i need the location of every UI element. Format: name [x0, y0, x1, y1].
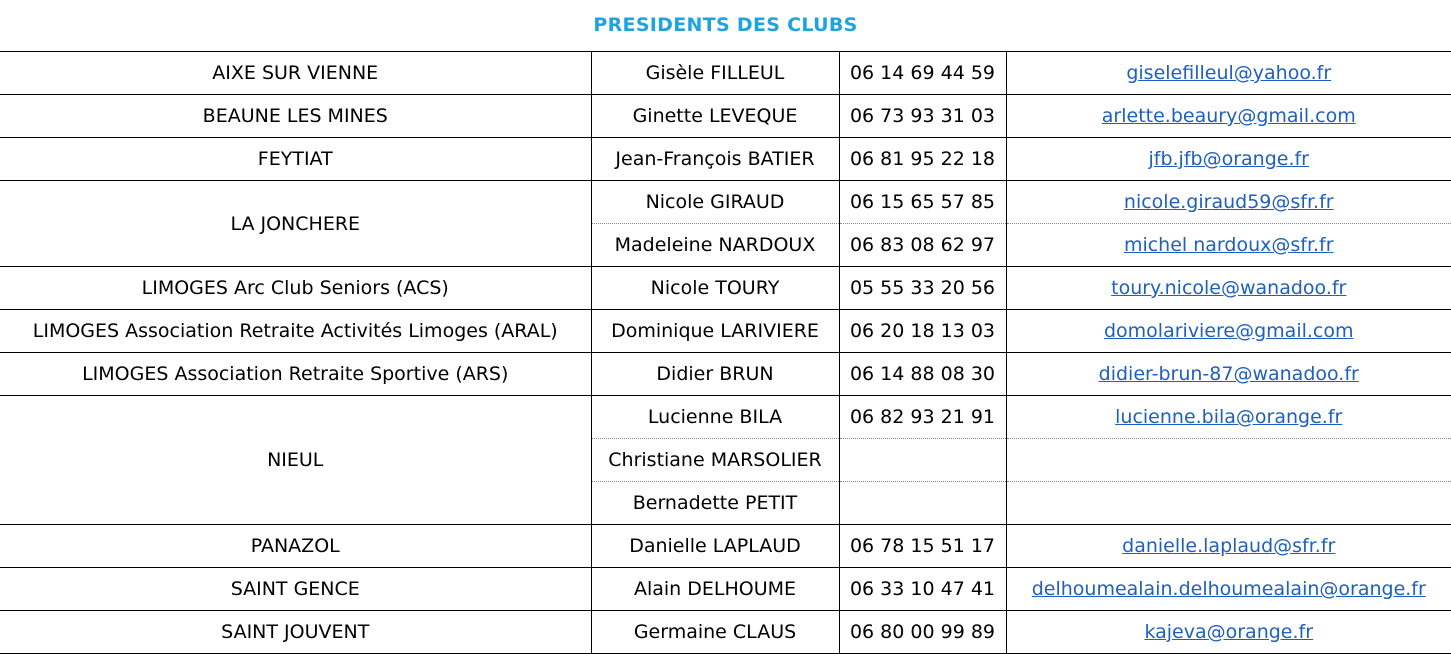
president-name-cell: Bernadette PETIT — [591, 482, 839, 525]
email-link[interactable]: giselefilleul@yahoo.fr — [1126, 62, 1332, 84]
table-row — [0, 181, 1451, 224]
email-link[interactable]: delhoumealain.delhoumealain@orange.fr — [1031, 578, 1426, 600]
club-name-cell: NIEUL — [0, 396, 591, 525]
phone-cell: 06 78 15 51 17 — [839, 525, 1006, 568]
email-cell — [1006, 611, 1451, 654]
email-link[interactable]: michel nardoux@sfr.fr — [1123, 234, 1334, 256]
president-name-cell: Nicole TOURY — [591, 267, 839, 310]
email-cell — [1006, 224, 1451, 267]
email-link[interactable]: danielle.laplaud@sfr.fr — [1122, 535, 1336, 557]
email-cell — [1006, 95, 1451, 138]
president-name-cell: Dominique LARIVIERE — [591, 310, 839, 353]
table-row — [0, 267, 1451, 310]
club-name-cell: SAINT JOUVENT — [0, 611, 591, 654]
club-name-cell: LA JONCHERE — [0, 181, 591, 267]
president-name-cell: Madeleine NARDOUX — [591, 224, 839, 267]
phone-cell: 06 73 93 31 03 — [839, 95, 1006, 138]
email-link[interactable]: kajeva@orange.fr — [1144, 621, 1314, 643]
phone-cell: 06 83 08 62 97 — [839, 224, 1006, 267]
table-row — [0, 310, 1451, 353]
phone-cell — [839, 439, 1006, 482]
president-name-cell: Christiane MARSOLIER — [591, 439, 839, 482]
email-link[interactable]: jfb.jfb@orange.fr — [1148, 148, 1309, 170]
phone-cell: 06 81 95 22 18 — [839, 138, 1006, 181]
table-row — [0, 396, 1451, 439]
phone-cell: 05 55 33 20 56 — [839, 267, 1006, 310]
president-name-cell: Alain DELHOUME — [591, 568, 839, 611]
phone-cell: 06 14 88 08 30 — [839, 353, 1006, 396]
email-cell — [1006, 396, 1451, 439]
table-row — [0, 611, 1451, 654]
president-name-cell: Danielle LAPLAUD — [591, 525, 839, 568]
email-link[interactable]: nicole.giraud59@sfr.fr — [1123, 191, 1334, 213]
email-cell — [1006, 568, 1451, 611]
phone-cell: 06 15 65 57 85 — [839, 181, 1006, 224]
page-title: PRESIDENTS DES CLUBS — [593, 14, 858, 36]
club-name-cell: SAINT GENCE — [0, 568, 591, 611]
club-name-cell: LIMOGES Association Retraite Sportive (ARS) — [0, 353, 591, 396]
email-cell — [1006, 181, 1451, 224]
phone-cell: 06 20 18 13 03 — [839, 310, 1006, 353]
email-cell — [1006, 482, 1451, 525]
phone-cell — [839, 482, 1006, 525]
email-link[interactable]: toury.nicole@wanadoo.fr — [1111, 277, 1347, 299]
president-name-cell: Jean-François BATIER — [591, 138, 839, 181]
email-cell — [1006, 310, 1451, 353]
email-cell — [1006, 439, 1451, 482]
clubs-table-body — [0, 52, 1451, 654]
club-name-cell: BEAUNE LES MINES — [0, 95, 591, 138]
president-name-cell: Ginette LEVEQUE — [591, 95, 839, 138]
email-link[interactable]: arlette.beaury@gmail.com — [1101, 105, 1356, 127]
phone-cell: 06 14 69 44 59 — [839, 52, 1006, 95]
email-link[interactable]: lucienne.bila@orange.fr — [1115, 406, 1343, 428]
phone-cell: 06 82 93 21 91 — [839, 396, 1006, 439]
club-name-cell: AIXE SUR VIENNE — [0, 52, 591, 95]
email-cell — [1006, 52, 1451, 95]
phone-cell: 06 80 00 99 89 — [839, 611, 1006, 654]
email-link[interactable]: didier-brun-87@wanadoo.fr — [1098, 363, 1359, 385]
table-row — [0, 95, 1451, 138]
phone-cell: 06 33 10 47 41 — [839, 568, 1006, 611]
club-name-cell: LIMOGES Association Retraite Activités Limoges (ARAL) — [0, 310, 591, 353]
table-row — [0, 52, 1451, 95]
president-name-cell: Lucienne BILA — [591, 396, 839, 439]
president-name-cell: Nicole GIRAUD — [591, 181, 839, 224]
table-row — [0, 353, 1451, 396]
president-name-cell: Germaine CLAUS — [591, 611, 839, 654]
email-cell — [1006, 353, 1451, 396]
club-name-cell: FEYTIAT — [0, 138, 591, 181]
clubs-table — [0, 51, 1451, 654]
email-link[interactable]: domolariviere@gmail.com — [1103, 320, 1354, 342]
email-cell — [1006, 525, 1451, 568]
email-cell — [1006, 138, 1451, 181]
table-row — [0, 525, 1451, 568]
club-name-cell: LIMOGES Arc Club Seniors (ACS) — [0, 267, 591, 310]
club-name-cell: PANAZOL — [0, 525, 591, 568]
president-name-cell: Didier BRUN — [591, 353, 839, 396]
email-cell — [1006, 267, 1451, 310]
table-row — [0, 568, 1451, 611]
president-name-cell: Gisèle FILLEUL — [591, 52, 839, 95]
table-row — [0, 138, 1451, 181]
